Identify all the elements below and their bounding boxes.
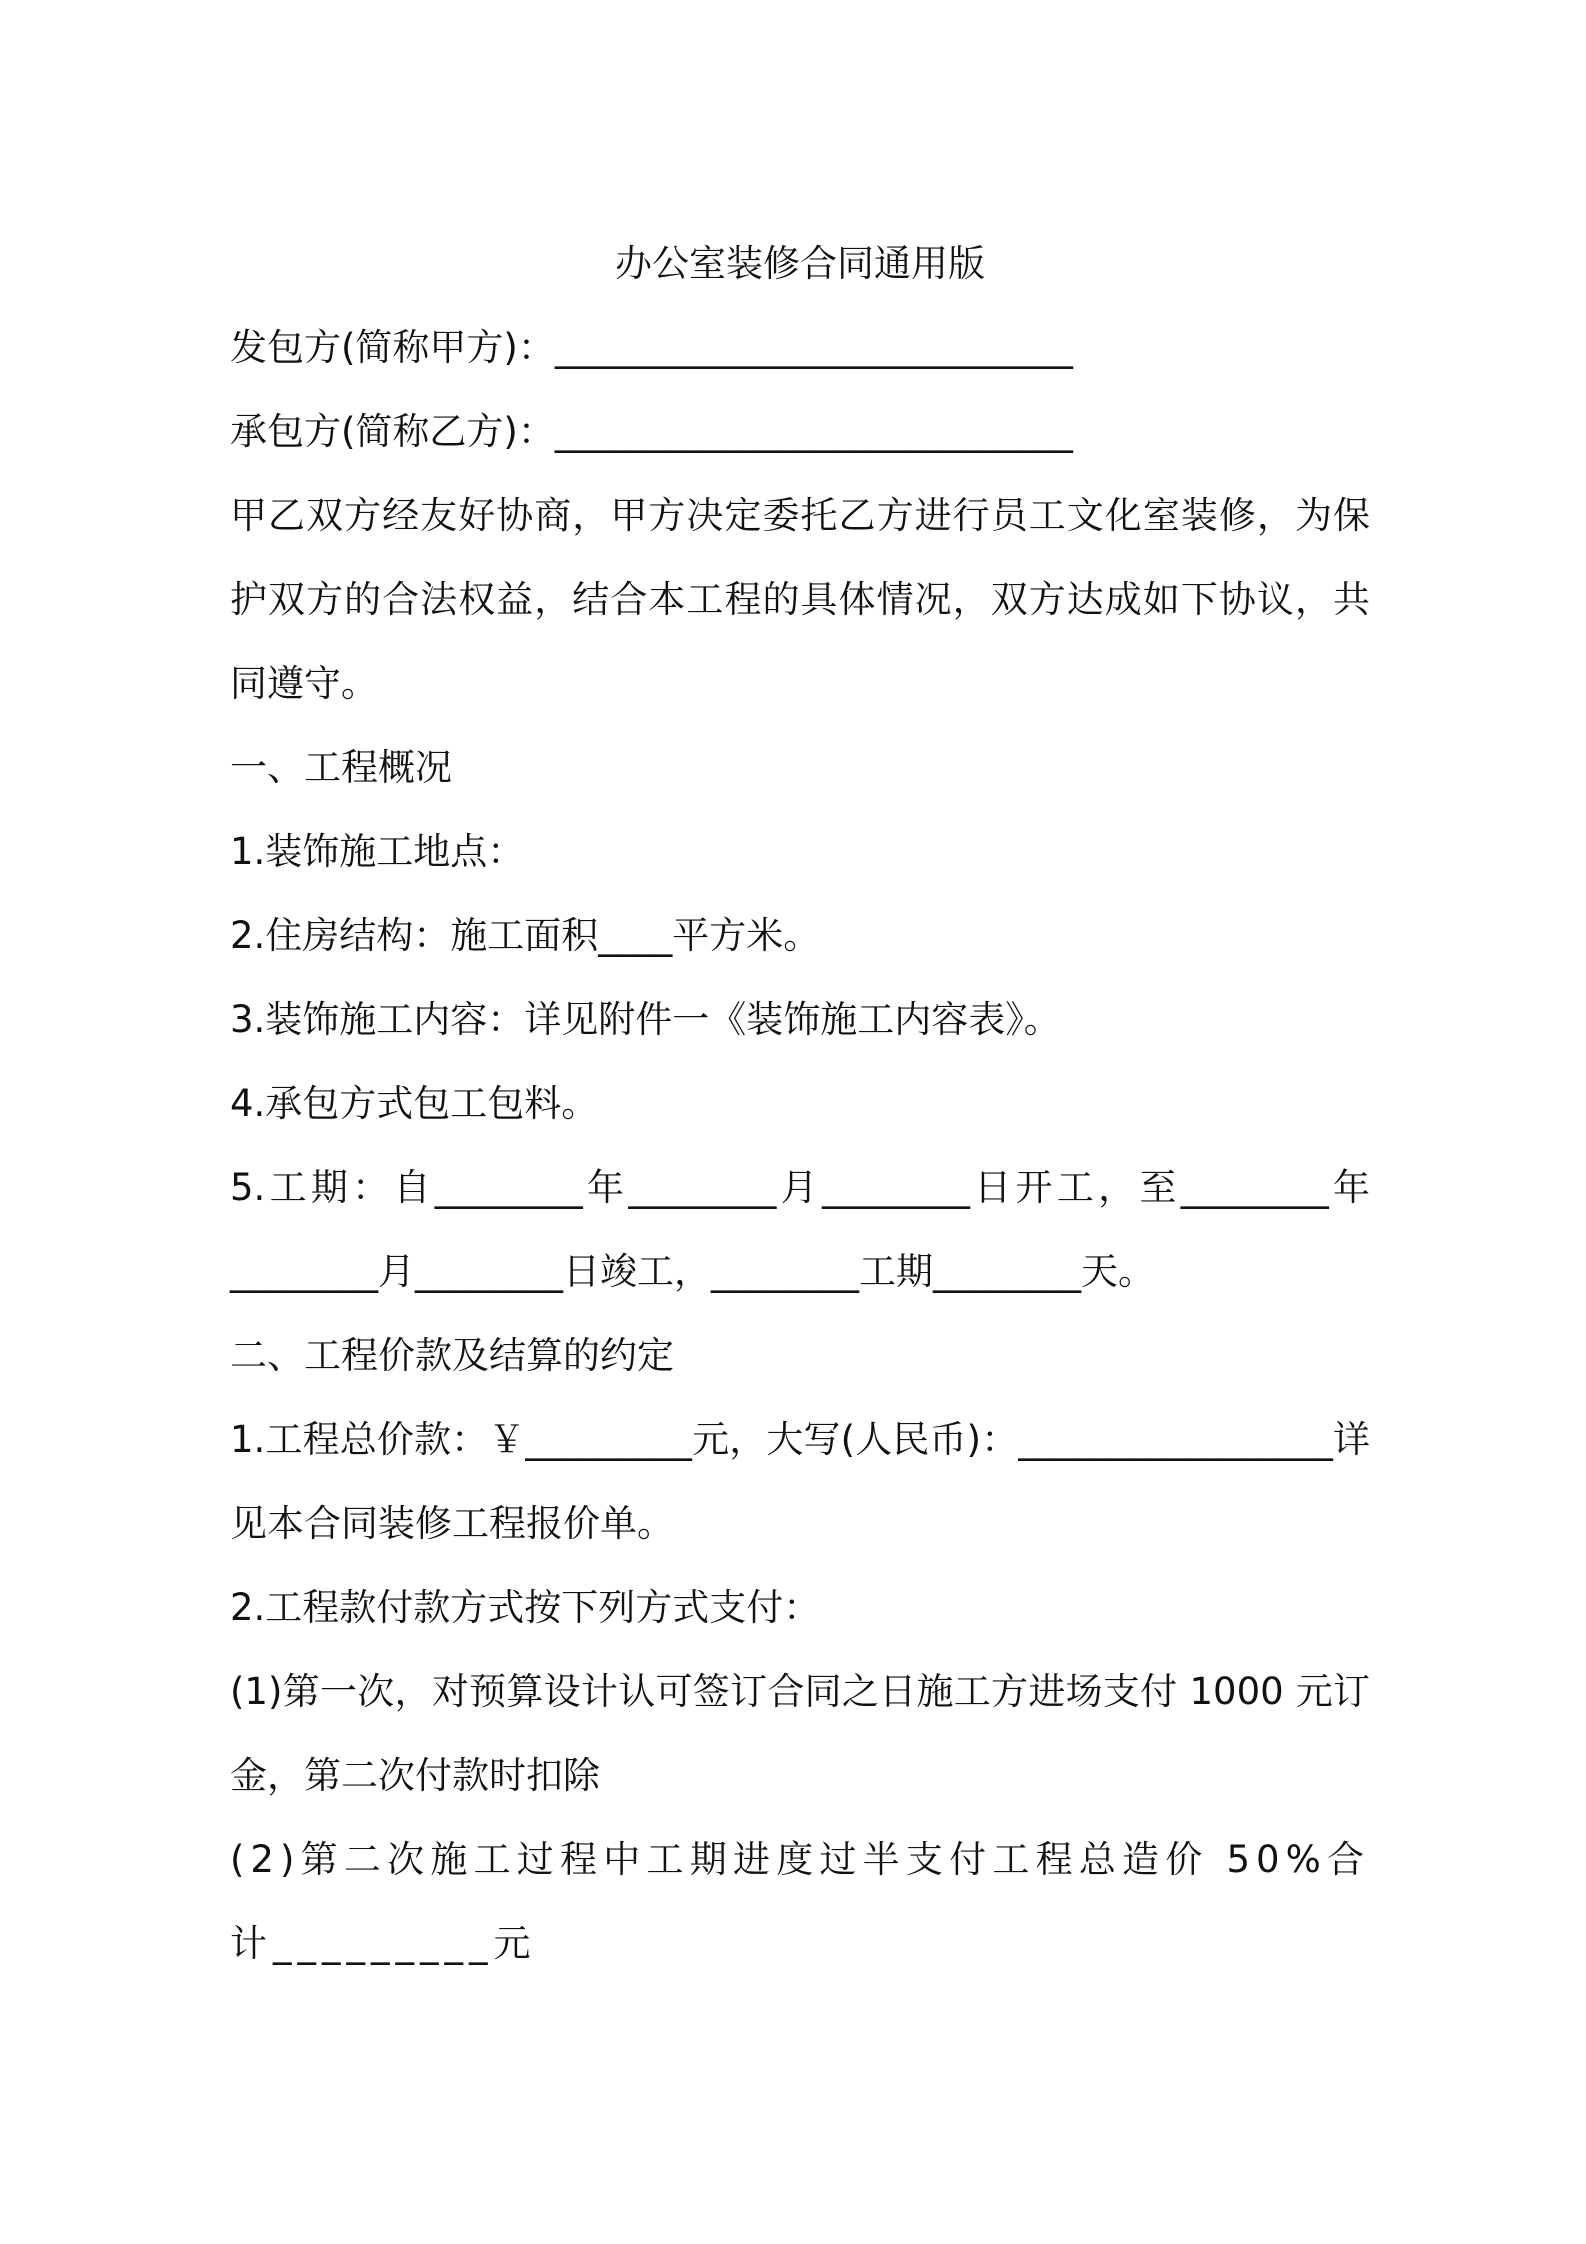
party-b-line: 承包方(简称乙方)：____________________________: [230, 410, 1073, 453]
clause-payment-method: 2.工程款付款方式按下列方式支付：: [230, 1586, 821, 1629]
clause-location: 1.装饰施工地点：: [230, 830, 525, 873]
contract-body: [230, 222, 1370, 1986]
clause-schedule: 5.工期：自________年________月________日开工，至________年________月________日竣工，________工期________天。: [230, 1166, 1370, 1293]
section-heading-overview: 一、工程概况: [230, 746, 452, 789]
clause-content: 3.装饰施工内容：详见附件一《装饰施工内容表》。: [230, 998, 1061, 1041]
clause-structure: 2.住房结构：施工面积____平方米。: [230, 914, 821, 957]
payment-first: (1)第一次，对预算设计认可签订合同之日施工方进场支付 1000 元订金，第二次付款时扣除: [230, 1670, 1370, 1797]
preamble-paragraph: 甲乙双方经友好协商，甲方决定委托乙方进行员工文化室装修，为保护双方的合法权益，结合本工程的具体情况，双方达成如下协议，共同遵守。: [230, 494, 1370, 705]
party-a-line: 发包方(简称甲方)：____________________________: [230, 326, 1073, 369]
document-title: 办公室装修合同通用版: [615, 242, 985, 285]
payment-second: (2)第二次施工过程中工期进度过半支付工程总造价 50%合计_________元: [230, 1838, 1370, 1965]
section-heading-price: 二、工程价款及结算的约定: [230, 1334, 674, 1377]
clause-total-price: 1.工程总价款：￥_________元，大写(人民币)：_________________详见本合同装修工程报价单。: [230, 1418, 1370, 1545]
clause-contract-method: 4.承包方式包工包料。: [230, 1082, 599, 1125]
